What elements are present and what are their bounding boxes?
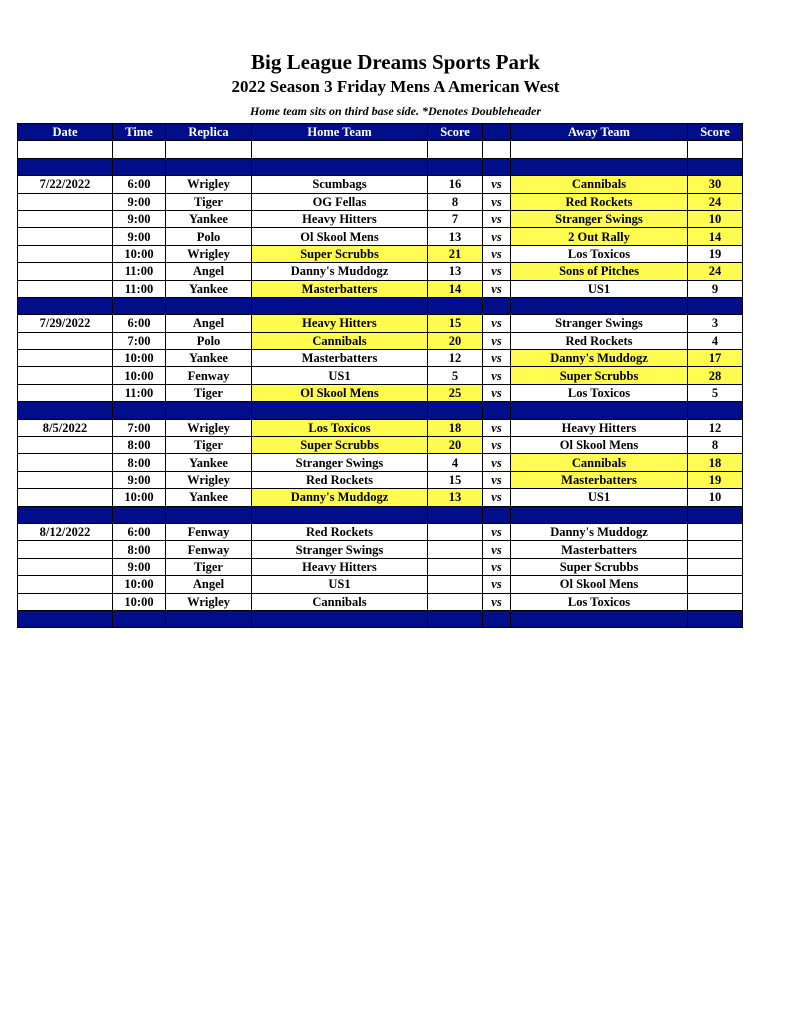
away-score-cell: 4 [688,332,743,349]
replica-cell: Wrigley [166,471,252,488]
replica-cell: Yankee [166,350,252,367]
replica-cell: Yankee [166,489,252,506]
vs-label: vs [483,315,511,332]
home-team-cell: Heavy Hitters [252,558,428,575]
away-team-cell: Cannibals [511,176,688,193]
table-row [18,263,743,280]
date-cell [18,454,113,471]
away-score-cell: 17 [688,350,743,367]
vs-label: vs [483,384,511,401]
home-score-cell: 15 [428,471,483,488]
time-cell: 7:00 [113,419,166,436]
home-team-cell: Cannibals [252,593,428,610]
away-score-cell: 18 [688,454,743,471]
vs-label: vs [483,576,511,593]
away-score-cell: 12 [688,419,743,436]
date-cell: 8/12/2022 [18,523,113,540]
away-score-cell [688,558,743,575]
time-cell: 6:00 [113,315,166,332]
time-cell: 9:00 [113,558,166,575]
away-score-cell [688,541,743,558]
time-cell: 11:00 [113,263,166,280]
home-team-cell: OG Fellas [252,193,428,210]
away-score-cell: 19 [688,471,743,488]
away-team-cell: 2 Out Rally [511,228,688,245]
away-score-cell: 24 [688,193,743,210]
time-cell: 10:00 [113,593,166,610]
table-row [18,367,743,384]
date-cell [18,437,113,454]
time-cell: 10:00 [113,367,166,384]
date-cell [18,384,113,401]
away-team-cell: Heavy Hitters [511,419,688,436]
column-header-date: Date [18,124,113,141]
table-row [18,245,743,262]
replica-cell: Yankee [166,454,252,471]
away-score-cell: 8 [688,437,743,454]
table-row [18,437,743,454]
home-score-cell: 13 [428,489,483,506]
table-row [18,315,743,332]
vs-label: vs [483,437,511,454]
table-row [18,332,743,349]
replica-cell: Polo [166,228,252,245]
away-team-cell: Ol Skool Mens [511,576,688,593]
page-subtitle: 2022 Season 3 Friday Mens A American West [231,77,560,96]
time-cell: 8:00 [113,541,166,558]
vs-label: vs [483,228,511,245]
home-score-cell: 16 [428,176,483,193]
schedule-table [17,123,743,628]
time-cell: 9:00 [113,210,166,227]
table-row [18,558,743,575]
away-team-cell: Red Rockets [511,332,688,349]
page-title: Big League Dreams Sports Park [251,50,540,74]
date-cell [18,489,113,506]
home-team-cell: Danny's Muddogz [252,263,428,280]
vs-label: vs [483,454,511,471]
replica-cell: Wrigley [166,593,252,610]
away-team-cell: Stranger Swings [511,210,688,227]
replica-cell: Fenway [166,523,252,540]
vs-label: vs [483,176,511,193]
away-score-cell: 24 [688,263,743,280]
home-score-cell [428,523,483,540]
table-row [18,593,743,610]
home-team-cell: Masterbatters [252,280,428,297]
home-team-cell: Scumbags [252,176,428,193]
schedule-body [18,141,743,628]
home-score-cell [428,558,483,575]
vs-label: vs [483,367,511,384]
home-score-cell: 4 [428,454,483,471]
home-score-cell: 13 [428,228,483,245]
away-team-cell: US1 [511,280,688,297]
table-row [18,228,743,245]
vs-label: vs [483,558,511,575]
replica-cell: Fenway [166,541,252,558]
away-team-cell: US1 [511,489,688,506]
time-cell: 10:00 [113,350,166,367]
page-note: Home team sits on third base side. *Denotes Doubleheader [250,104,541,118]
home-team-cell: US1 [252,367,428,384]
home-score-cell [428,576,483,593]
replica-cell: Tiger [166,193,252,210]
table-row [18,176,743,193]
time-cell: 11:00 [113,280,166,297]
home-score-cell: 20 [428,332,483,349]
away-team-cell: Cannibals [511,454,688,471]
time-cell: 10:00 [113,489,166,506]
away-team-cell: Ol Skool Mens [511,437,688,454]
replica-cell: Fenway [166,367,252,384]
column-header-away-score: Score [688,124,743,141]
away-score-cell: 10 [688,210,743,227]
home-team-cell: Red Rockets [252,471,428,488]
date-cell [18,193,113,210]
home-team-cell: Super Scrubbs [252,437,428,454]
time-cell: 6:00 [113,523,166,540]
away-score-cell: 10 [688,489,743,506]
vs-label: vs [483,210,511,227]
time-cell: 9:00 [113,193,166,210]
week-separator-row [18,506,743,523]
home-score-cell: 15 [428,315,483,332]
date-cell [18,558,113,575]
date-cell [18,350,113,367]
table-row [18,210,743,227]
column-header-vs [483,124,511,141]
replica-cell: Tiger [166,437,252,454]
date-cell [18,471,113,488]
date-cell [18,280,113,297]
vs-label: vs [483,523,511,540]
column-header-away-team: Away Team [511,124,688,141]
home-score-cell: 25 [428,384,483,401]
away-team-cell: Danny's Muddogz [511,523,688,540]
home-team-cell: Ol Skool Mens [252,228,428,245]
home-score-cell: 12 [428,350,483,367]
home-score-cell [428,593,483,610]
away-score-cell: 19 [688,245,743,262]
replica-cell: Wrigley [166,176,252,193]
table-row [18,471,743,488]
date-cell [18,576,113,593]
away-score-cell: 28 [688,367,743,384]
date-cell: 8/5/2022 [18,419,113,436]
replica-cell: Wrigley [166,245,252,262]
table-row [18,523,743,540]
week-separator-row [18,610,743,627]
away-team-cell: Los Toxicos [511,593,688,610]
home-team-cell: Super Scrubbs [252,245,428,262]
table-row [18,280,743,297]
replica-cell: Yankee [166,210,252,227]
away-team-cell: Danny's Muddogz [511,350,688,367]
date-cell [18,367,113,384]
date-cell [18,541,113,558]
vs-label: vs [483,489,511,506]
vs-label: vs [483,541,511,558]
replica-cell: Tiger [166,384,252,401]
date-cell: 7/29/2022 [18,315,113,332]
home-score-cell: 8 [428,193,483,210]
week-separator-row [18,158,743,175]
table-row [18,384,743,401]
away-score-cell: 14 [688,228,743,245]
home-team-cell: Ol Skool Mens [252,384,428,401]
vs-label: vs [483,350,511,367]
home-team-cell: Stranger Swings [252,541,428,558]
table-row [18,576,743,593]
home-score-cell: 7 [428,210,483,227]
away-team-cell: Super Scrubbs [511,558,688,575]
replica-cell: Tiger [166,558,252,575]
away-score-cell [688,576,743,593]
table-row [18,489,743,506]
home-team-cell: US1 [252,576,428,593]
date-cell: 7/22/2022 [18,176,113,193]
home-score-cell: 20 [428,437,483,454]
vs-label: vs [483,280,511,297]
date-cell [18,210,113,227]
home-team-cell: Masterbatters [252,350,428,367]
home-team-cell: Red Rockets [252,523,428,540]
blank-row [18,141,743,158]
vs-label: vs [483,471,511,488]
vs-label: vs [483,419,511,436]
time-cell: 6:00 [113,176,166,193]
replica-cell: Angel [166,315,252,332]
column-header-home-score: Score [428,124,483,141]
table-row [18,454,743,471]
away-score-cell: 9 [688,280,743,297]
time-cell: 7:00 [113,332,166,349]
away-team-cell: Los Toxicos [511,245,688,262]
vs-label: vs [483,193,511,210]
week-separator-row [18,402,743,419]
week-separator-row [18,297,743,314]
away-score-cell: 5 [688,384,743,401]
away-score-cell: 30 [688,176,743,193]
table-row [18,350,743,367]
replica-cell: Polo [166,332,252,349]
vs-label: vs [483,245,511,262]
time-cell: 8:00 [113,454,166,471]
away-team-cell: Los Toxicos [511,384,688,401]
home-score-cell: 5 [428,367,483,384]
away-score-cell: 3 [688,315,743,332]
vs-label: vs [483,263,511,280]
time-cell: 9:00 [113,471,166,488]
time-cell: 10:00 [113,245,166,262]
replica-cell: Wrigley [166,419,252,436]
table-row [18,193,743,210]
time-cell: 9:00 [113,228,166,245]
home-team-cell: Los Toxicos [252,419,428,436]
home-score-cell: 13 [428,263,483,280]
vs-label: vs [483,593,511,610]
home-team-cell: Cannibals [252,332,428,349]
away-team-cell: Red Rockets [511,193,688,210]
home-team-cell: Danny's Muddogz [252,489,428,506]
replica-cell: Angel [166,576,252,593]
away-team-cell: Stranger Swings [511,315,688,332]
home-score-cell [428,541,483,558]
time-cell: 8:00 [113,437,166,454]
table-header-row [18,124,743,141]
replica-cell: Yankee [166,280,252,297]
home-score-cell: 18 [428,419,483,436]
time-cell: 11:00 [113,384,166,401]
date-cell [18,228,113,245]
vs-label: vs [483,332,511,349]
date-cell [18,245,113,262]
date-cell [18,593,113,610]
home-team-cell: Stranger Swings [252,454,428,471]
away-team-cell: Sons of Pitches [511,263,688,280]
away-team-cell: Super Scrubbs [511,367,688,384]
away-score-cell [688,523,743,540]
date-cell [18,332,113,349]
column-header-home-team: Home Team [252,124,428,141]
column-header-replica: Replica [166,124,252,141]
home-team-cell: Heavy Hitters [252,315,428,332]
away-team-cell: Masterbatters [511,541,688,558]
replica-cell: Angel [166,263,252,280]
time-cell: 10:00 [113,576,166,593]
table-row [18,541,743,558]
home-score-cell: 21 [428,245,483,262]
home-team-cell: Heavy Hitters [252,210,428,227]
date-cell [18,263,113,280]
home-score-cell: 14 [428,280,483,297]
column-header-time: Time [113,124,166,141]
table-row [18,419,743,436]
away-score-cell [688,593,743,610]
away-team-cell: Masterbatters [511,471,688,488]
